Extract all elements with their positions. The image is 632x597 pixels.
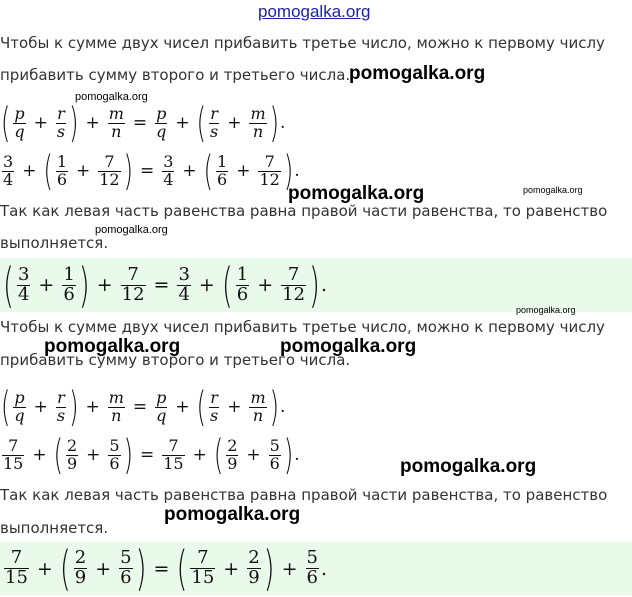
watermark: pomogalka.org	[280, 336, 417, 357]
rule-text-line2: прибавить сумму второго и третьего числа.	[0, 351, 351, 369]
rule-text-line1: Чтобы к сумме двух чисел прибавить третье число, можно к первому числу	[0, 34, 605, 52]
general-formula: ( $\frac{p}{q}$ + $\frac{r}{s}$ ) + $\frac{m}{n}$ = $\frac{p}{q}$ + ( $\frac{r}{s}$ + $\frac{m}{n}$ ) .	[1, 383, 286, 431]
watermark: pomogalka.org	[288, 183, 425, 204]
watermark: pomogalka.org	[44, 336, 181, 357]
answer-formula: ( $\frac{3}{4}$ + $\frac{1}{6}$ ) + $\frac{7}{12}$ = $\frac{3}{4}$ + ( $\frac{1}{6}$ + $\frac{7}{12}$ ) .	[3, 256, 328, 314]
watermark: pomogalka.org	[523, 185, 583, 195]
watermark: pomogalka.org	[95, 224, 168, 236]
watermark: pomogalka.org	[349, 63, 486, 84]
applied-formula: $\frac{3}{4}$ + ( $\frac{1}{6}$ + $\frac{7}{12}$ ) = $\frac{3}{4}$ + ( $\frac{1}{6}$ + $\frac{7}{12}$ ) .	[3, 147, 300, 195]
conclusion-text-line1: Так как левая часть равенства равна правой части равенства, то равенство	[0, 202, 608, 220]
rule-text-line2: прибавить сумму второго и третьего числа.	[0, 66, 351, 84]
conclusion-text-line2: выполняется.	[0, 234, 109, 252]
site-link[interactable]: pomogalka.org	[258, 2, 371, 21]
conclusion-text-line1: Так как левая часть равенства равна правой части равенства, то равенство	[0, 486, 608, 504]
watermark: pomogalka.org	[400, 456, 537, 477]
applied-formula: $\frac{7}{15}$ + ( $\frac{2}{9}$ + $\frac{5}{6}$ ) = $\frac{7}{15}$ + ( $\frac{2}{9}$ + $\frac{5}{6}$ ) .	[3, 431, 300, 479]
rule-text-line1: Чтобы к сумме двух чисел прибавить третье число, можно к первому числу	[0, 318, 605, 336]
answer-formula: $\frac{7}{15}$ + ( $\frac{2}{9}$ + $\frac{5}{6}$ ) = ( $\frac{7}{15}$ + $\frac{2}{9}$ ) + $\frac{5}{6}$ .	[5, 540, 328, 597]
watermark: pomogalka.org	[75, 91, 148, 103]
watermark: pomogalka.org	[164, 504, 301, 525]
watermark: pomogalka.org	[516, 305, 576, 315]
conclusion-text-line2: выполняется.	[0, 519, 109, 537]
general-formula: ( $\frac{p}{q}$ + $\frac{r}{s}$ ) + $\frac{m}{n}$ = $\frac{p}{q}$ + ( $\frac{r}{s}$ + $\frac{m}{n}$ ) .	[1, 99, 286, 147]
